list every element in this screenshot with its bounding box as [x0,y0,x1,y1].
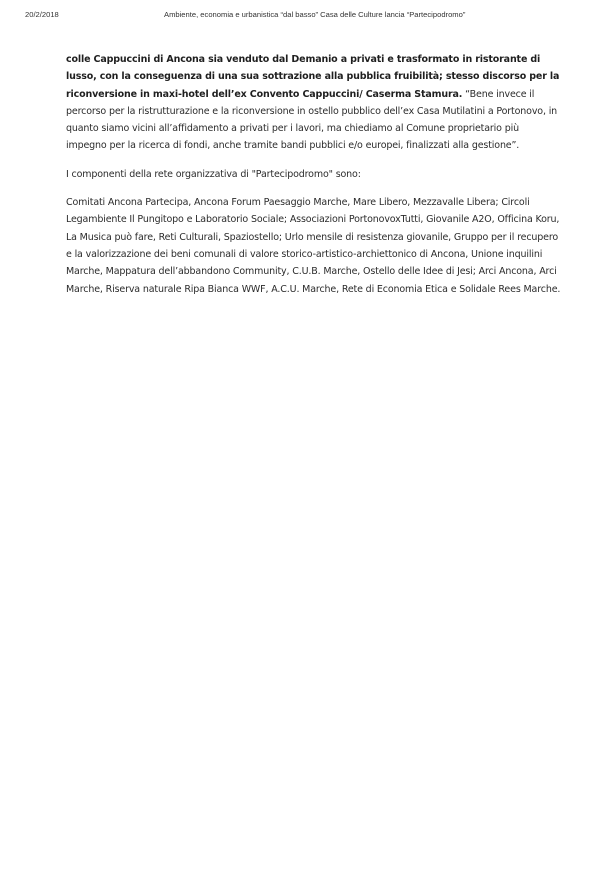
article-paragraph-3: Comitati Ancona Partecipa, Ancona Forum Paesaggio Marche, Mare Libero, Mezzavalle Libera; Circoli Legambiente Il Pungitopo e Laboratorio Sociale; Associazioni PortonovoxTutti, Giovanile A2O, Officina Koru, La Musica può fare, Reti Culturali, Spaziostello; Urlo mensile di resistenza giovanile, Gruppo per il recupero e la valorizzazione dei beni comunali di valore storico-artistico-archiettonico di Ancona, Unione inquilini Marche, Mappatura dell’abbandono Community, C.U.B. Marche, Ostello delle Idee di Jesi; Arci Ancona, Arci Marche, Riserva naturale Ripa Bianca WWF, A.C.U. Marche, Rete di Economia Etica e Solidale Rees Marche. [66,197,561,295]
bold-statement: colle Cappuccini di Ancona sia venduto dal Demanio a privati e trasformato in ristorante di lusso, con la conseguenza di una sua sottrazione alla pubblica fruibilità; stesso discorso per la riconversione in maxi-hotel dell’ex Convento Cappuccini/ Caserma Stamura. [66,54,560,100]
print-header [0,10,616,24]
article-paragraph-1 [66,51,562,155]
print-date: 20/2/2018 [25,10,59,19]
article-paragraph-2: I componenti della rete organizzativa di "Partecipodromo" sono: [66,168,361,180]
print-page-title: Ambiente, economia e urbanistica “dal basso” Casa delle Culture lancia “Partecipodromo” [164,10,466,19]
quote-text: “Bene invece il percorso per la ristrutturazione e la riconversione in ostello pubblico dell’ex Casa Mutilatini a Portonovo, in quanto siamo vicini all’affidamento a privati per i lavori, ma chiediamo al Comune proprietario più impegno per la ricerca di fondi, anche tramite bandi pubblici e/o europei, finalizzati alla gestione”. [66,88,558,152]
article-body [66,51,562,309]
